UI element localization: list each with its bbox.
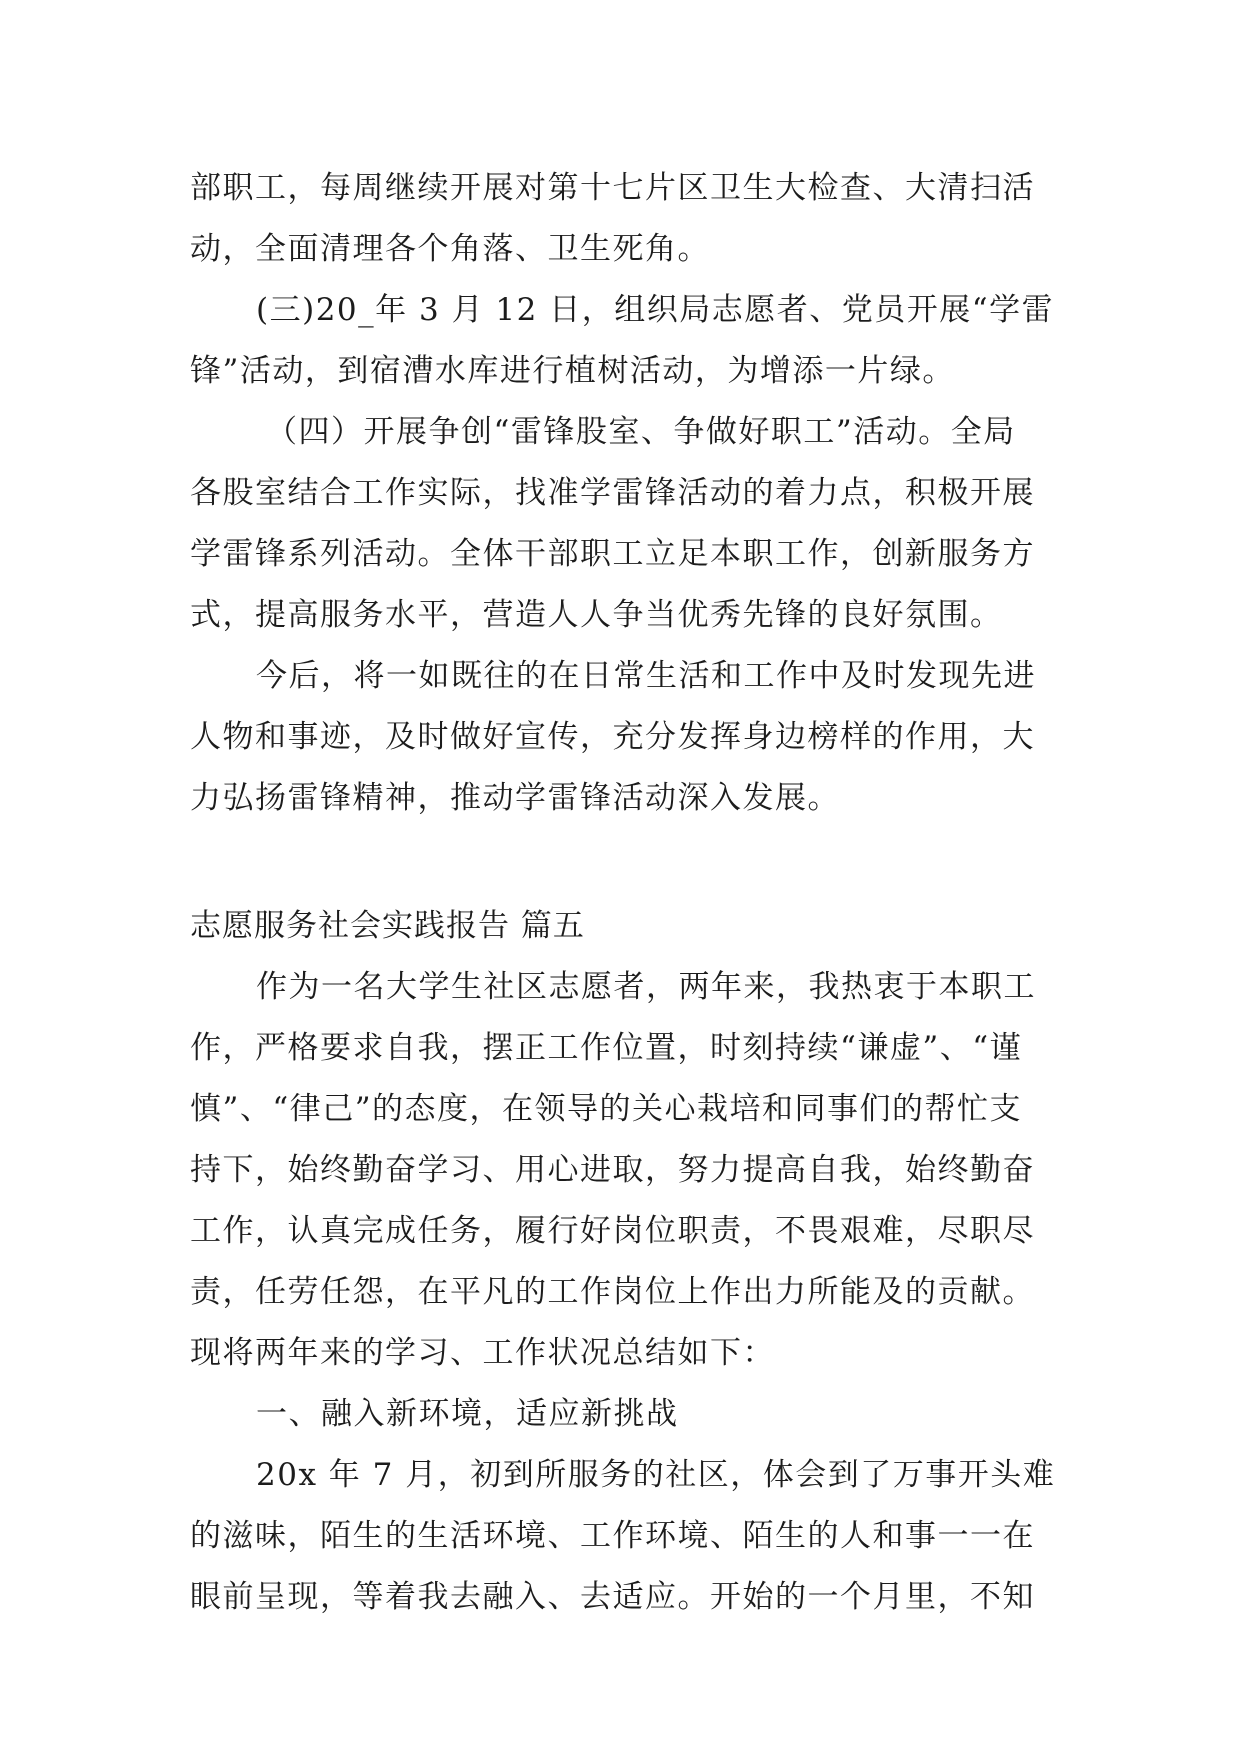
text-line: 学雷锋系列活动。全体干部职工立足本职工作，创新服务方	[190, 536, 1035, 572]
paragraph-start-line: 20x 年 7 月，初到所服务的社区，体会到了万事开头难	[256, 1457, 1056, 1493]
text-line: 持下，始终勤奋学习、用心进取，努力提高自我，始终勤奋	[190, 1152, 1035, 1188]
section-gap	[190, 829, 1070, 896]
text-line: 锋”活动，到宿漕水库进行植树活动，为增添一片绿。	[190, 353, 955, 389]
text-line: 各股室结合工作实际，找准学雷锋活动的着力点，积极开展	[190, 475, 1035, 511]
section-title: 志愿服务社会实践报告 篇五	[190, 908, 585, 944]
text-line: 眼前呈现，等着我去融入、去适应。开始的一个月里，不知	[190, 1579, 1035, 1615]
text-line: 工作，认真完成任务，履行好岗位职责，不畏艰难，尽职尽	[190, 1213, 1035, 1249]
paragraph-start-line: 作为一名大学生社区志愿者，两年来，我热衷于本职工	[256, 969, 1036, 1005]
subheading: 一、融入新环境，适应新挑战	[256, 1396, 679, 1432]
text-line: 作，严格要求自我，摆正工作位置，时刻持续“谦虚”、“谨	[190, 1030, 1023, 1066]
text-line: 慎”、“律己”的态度，在领导的关心栽培和同事们的帮忙支	[190, 1091, 1023, 1127]
paragraph-start-line: 今后，将一如既往的在日常生活和工作中及时发现先进	[256, 658, 1036, 694]
text-line: 力弘扬雷锋精神，推动学雷锋活动深入发展。	[190, 780, 840, 816]
text-line: 现将两年来的学习、工作状况总结如下：	[190, 1335, 775, 1371]
text-line: 人物和事迹，及时做好宣传，充分发挥身边榜样的作用，大	[190, 719, 1035, 755]
text-line: 部职工，每周继续开展对第十七片区卫生大检查、大清扫活	[190, 170, 1035, 206]
text-line: 动，全面清理各个角落、卫生死角。	[190, 231, 710, 267]
paragraph-start-line: （四）开展争创“雷锋股室、争做好职工”活动。全局	[266, 414, 1016, 450]
text-line: 责，任劳任怨，在平凡的工作岗位上作出力所能及的贡献。	[190, 1274, 1035, 1310]
document-body	[190, 158, 1070, 1628]
paragraph-start-line: (三)20_年 3 月 12 日，组织局志愿者、党员开展“学雷	[256, 292, 1055, 328]
text-line: 式，提高服务水平，营造人人争当优秀先锋的良好氛围。	[190, 597, 1003, 633]
text-line: 的滋味，陌生的生活环境、工作环境、陌生的人和事一一在	[190, 1518, 1035, 1554]
